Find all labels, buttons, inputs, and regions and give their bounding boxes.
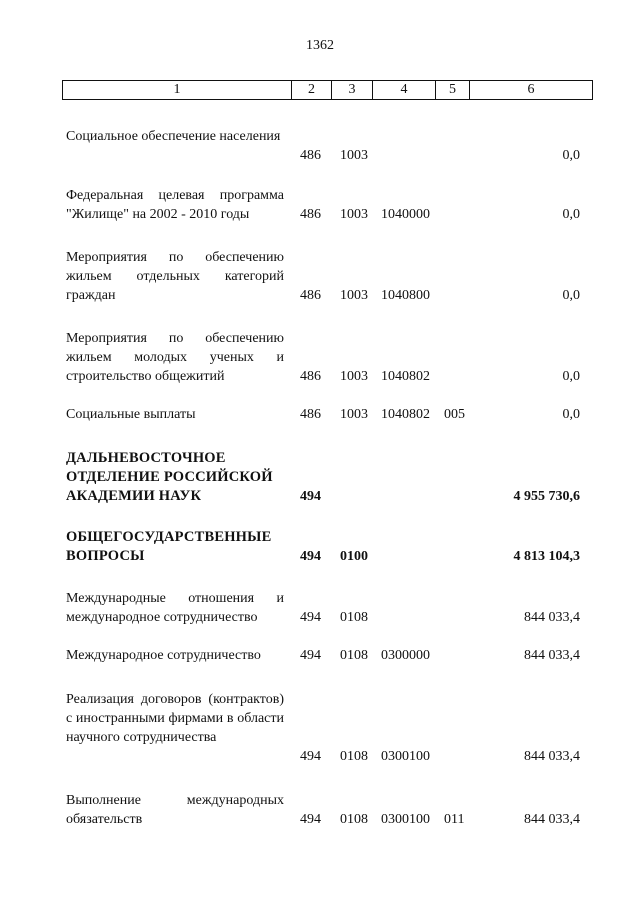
row-code-4: 1040802 <box>381 407 430 422</box>
row-code-3: 1003 <box>340 207 368 222</box>
row-code-3: 0108 <box>340 610 368 625</box>
column-header-3: 3 <box>332 81 373 100</box>
row-code-5: 005 <box>444 407 465 422</box>
row-code-3: 1003 <box>340 288 368 303</box>
row-code-3: 0100 <box>340 549 368 564</box>
row-amount: 844 033,4 <box>524 610 580 625</box>
column-header-1: 1 <box>63 81 292 100</box>
row-name: Федеральная целевая программа "Жилище" на 2002 - 2010 годы <box>66 188 284 222</box>
row-name: Реализация договоров (контрактов) с иностранными фирмами в области научного сотрудничества <box>66 692 284 745</box>
page-number: 1362 <box>306 38 334 53</box>
row-name: Социальные выплаты <box>66 407 196 422</box>
table-row <box>0 589 640 627</box>
row-amount: 4 955 730,6 <box>513 489 580 504</box>
table-row <box>0 127 640 165</box>
row-code-3: 0108 <box>340 812 368 827</box>
table-row <box>0 690 640 766</box>
row-code-2: 494 <box>300 610 321 625</box>
row-code-4: 0300000 <box>381 648 430 663</box>
row-amount: 0,0 <box>562 207 580 222</box>
table-row <box>0 449 640 506</box>
row-name: Международные отношения и международное сотрудничество <box>66 591 284 625</box>
row-amount: 0,0 <box>562 369 580 384</box>
table-row <box>0 405 640 424</box>
row-code-2: 486 <box>300 369 321 384</box>
row-code-2: 486 <box>300 207 321 222</box>
row-name: Международное сотрудничество <box>66 648 261 663</box>
table-row <box>0 248 640 305</box>
row-name: ДАЛЬНЕВОСТОЧНОЕ ОТДЕЛЕНИЕ РОССИЙСКОЙ АКАДЕМИИ НАУК <box>66 450 273 504</box>
row-code-2: 494 <box>300 812 321 827</box>
row-amount: 844 033,4 <box>524 812 580 827</box>
row-code-4: 0300100 <box>381 749 430 764</box>
row-code-4: 0300100 <box>381 812 430 827</box>
row-name: ОБЩЕГОСУДАРСТВЕННЫЕ ВОПРОСЫ <box>66 529 272 564</box>
row-code-2: 494 <box>300 549 321 564</box>
row-amount: 4 813 104,3 <box>513 549 580 564</box>
column-header-6: 6 <box>470 81 593 100</box>
row-amount: 0,0 <box>562 148 580 163</box>
row-code-2: 486 <box>300 407 321 422</box>
row-code-3: 1003 <box>340 407 368 422</box>
table-row <box>0 646 640 665</box>
row-code-2: 486 <box>300 288 321 303</box>
row-code-2: 486 <box>300 148 321 163</box>
table-row <box>0 528 640 566</box>
row-code-4: 1040802 <box>381 369 430 384</box>
column-header-2: 2 <box>292 81 332 100</box>
column-header-4: 4 <box>373 81 436 100</box>
row-name: Выполнение международных обязательств <box>66 793 284 827</box>
table-row <box>0 791 640 829</box>
row-amount: 0,0 <box>562 407 580 422</box>
row-amount: 844 033,4 <box>524 749 580 764</box>
row-amount: 0,0 <box>562 288 580 303</box>
row-code-3: 1003 <box>340 369 368 384</box>
row-code-5: 011 <box>444 812 465 827</box>
row-code-2: 494 <box>300 489 321 504</box>
row-name: Мероприятия по обеспечению жильем молодых ученых и строительство общежитий <box>66 331 284 384</box>
row-code-3: 0108 <box>340 749 368 764</box>
row-name: Социальное обеспечение населения <box>66 129 281 144</box>
row-code-2: 494 <box>300 749 321 764</box>
row-amount: 844 033,4 <box>524 648 580 663</box>
row-name: Мероприятия по обеспечению жильем отдельных категорий граждан <box>66 250 284 303</box>
table-row <box>0 329 640 386</box>
row-code-2: 494 <box>300 648 321 663</box>
column-header-5: 5 <box>436 81 470 100</box>
table-row <box>0 186 640 224</box>
row-code-4: 1040800 <box>381 288 430 303</box>
row-code-4: 1040000 <box>381 207 430 222</box>
row-code-3: 0108 <box>340 648 368 663</box>
row-code-3: 1003 <box>340 148 368 163</box>
